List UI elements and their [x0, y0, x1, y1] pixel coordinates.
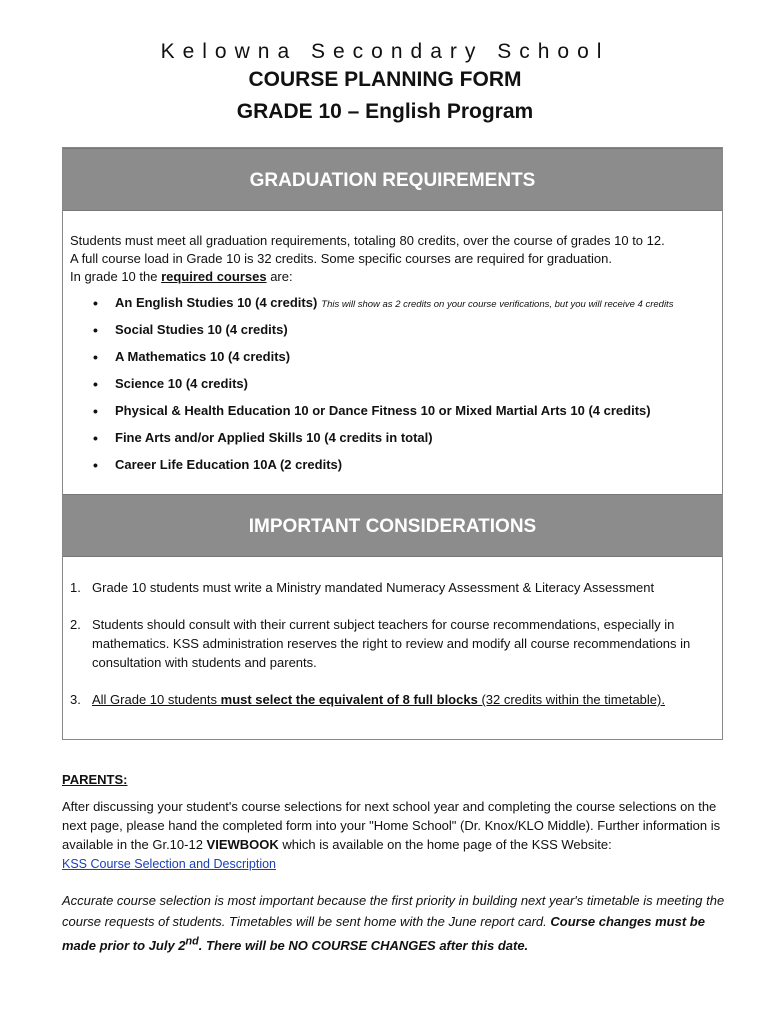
item-number: 3. [70, 692, 81, 707]
parents-section [62, 770, 732, 874]
parents-body-post: which is available on the home page of the KSS Website: [278, 837, 612, 852]
requirement-label: Science 10 (4 credits) [115, 376, 248, 391]
item-text: Students should consult with their current subject teachers for course recommendations, especially in mathematics. KSS administration reserves the right to review and modify all course recommendations in consultation with students and parents. [92, 617, 691, 670]
list-item [93, 348, 673, 375]
intro-line-3 [70, 268, 720, 286]
graduation-heading: GRADUATION REQUIREMENTS [63, 148, 722, 211]
list-item [93, 321, 673, 348]
list-item [93, 429, 673, 456]
item-text-pre: All Grade 10 students [92, 692, 221, 707]
item-number: 1. [70, 580, 81, 595]
intro-line-1: Students must meet all graduation requirements, totaling 80 credits, over the course of grades 10 to 12. [70, 233, 665, 248]
requirement-label: An English Studies 10 (4 credits) [115, 295, 318, 310]
parents-body-pre: After discussing your student's course selections for next school year and completing the course selections on the next page, please hand the completed form into your "Home School" (Dr. Knox/KLO Middle). Further information is available in the Gr.10-12 [62, 799, 721, 852]
considerations-heading: IMPORTANT CONSIDERATIONS [63, 494, 722, 557]
list-item [93, 456, 673, 483]
graduation-intro [70, 232, 720, 286]
requirement-note: This will show as 2 credits on your course verifications, but you will receive 4 credits [321, 299, 674, 310]
item-number: 2. [70, 617, 81, 632]
requirement-label: Career Life Education 10A (2 credits) [115, 457, 343, 472]
viewbook-label: VIEWBOOK [206, 837, 279, 852]
list-item [70, 690, 720, 709]
form-subtitle: GRADE 10 – English Program [236, 100, 534, 123]
intro-line-3-pre: In grade 10 the [70, 269, 162, 284]
accurate-selection-note [62, 890, 732, 956]
form-title: COURSE PLANNING FORM [248, 68, 522, 91]
parents-heading: PARENTS: [62, 772, 128, 787]
item-text: Grade 10 students must write a Ministry mandated Numeracy Assessment & Literacy Assessment [92, 580, 655, 595]
parents-body [62, 797, 732, 874]
required-courses-label: required courses [161, 269, 267, 284]
intro-line-3-post: are: [266, 269, 293, 284]
requirement-label: Physical & Health Education 10 or Dance Fitness 10 or Mixed Martial Arts 10 (4 credits) [115, 403, 651, 418]
required-courses-list [93, 294, 673, 483]
accurate-text: Accurate course selection is most important because the first priority in building next year's timetable is meeting the course requests of students. Timetables will be sent home with the June report card. [62, 893, 725, 929]
requirement-label: A Mathematics 10 (4 credits) [115, 349, 291, 364]
kss-course-selection-link[interactable]: KSS Course Selection and Description [62, 857, 277, 871]
deadline-sup: nd [185, 936, 199, 948]
list-item [93, 294, 673, 321]
list-item [70, 578, 720, 597]
deadline-post: . There will be NO COURSE CHANGES after this date. [198, 938, 529, 954]
requirement-label: Fine Arts and/or Applied Skills 10 (4 credits in total) [115, 430, 433, 445]
list-item [70, 615, 720, 672]
requirement-label: Social Studies 10 (4 credits) [115, 322, 288, 337]
list-item [93, 402, 673, 429]
considerations-list [70, 578, 720, 727]
intro-line-2: A full course load in Grade 10 is 32 credits. Some specific courses are required for graduation. [70, 251, 612, 266]
deadline-pre: Course changes must be made prior to July 2 [62, 914, 705, 954]
list-item [93, 375, 673, 402]
school-name: Kelowna Secondary School [160, 40, 610, 63]
item-text-bold: must select the equivalent of 8 full blocks [220, 692, 478, 707]
requirements-box [62, 147, 723, 740]
item-text-post: (32 credits within the timetable). [477, 692, 665, 707]
